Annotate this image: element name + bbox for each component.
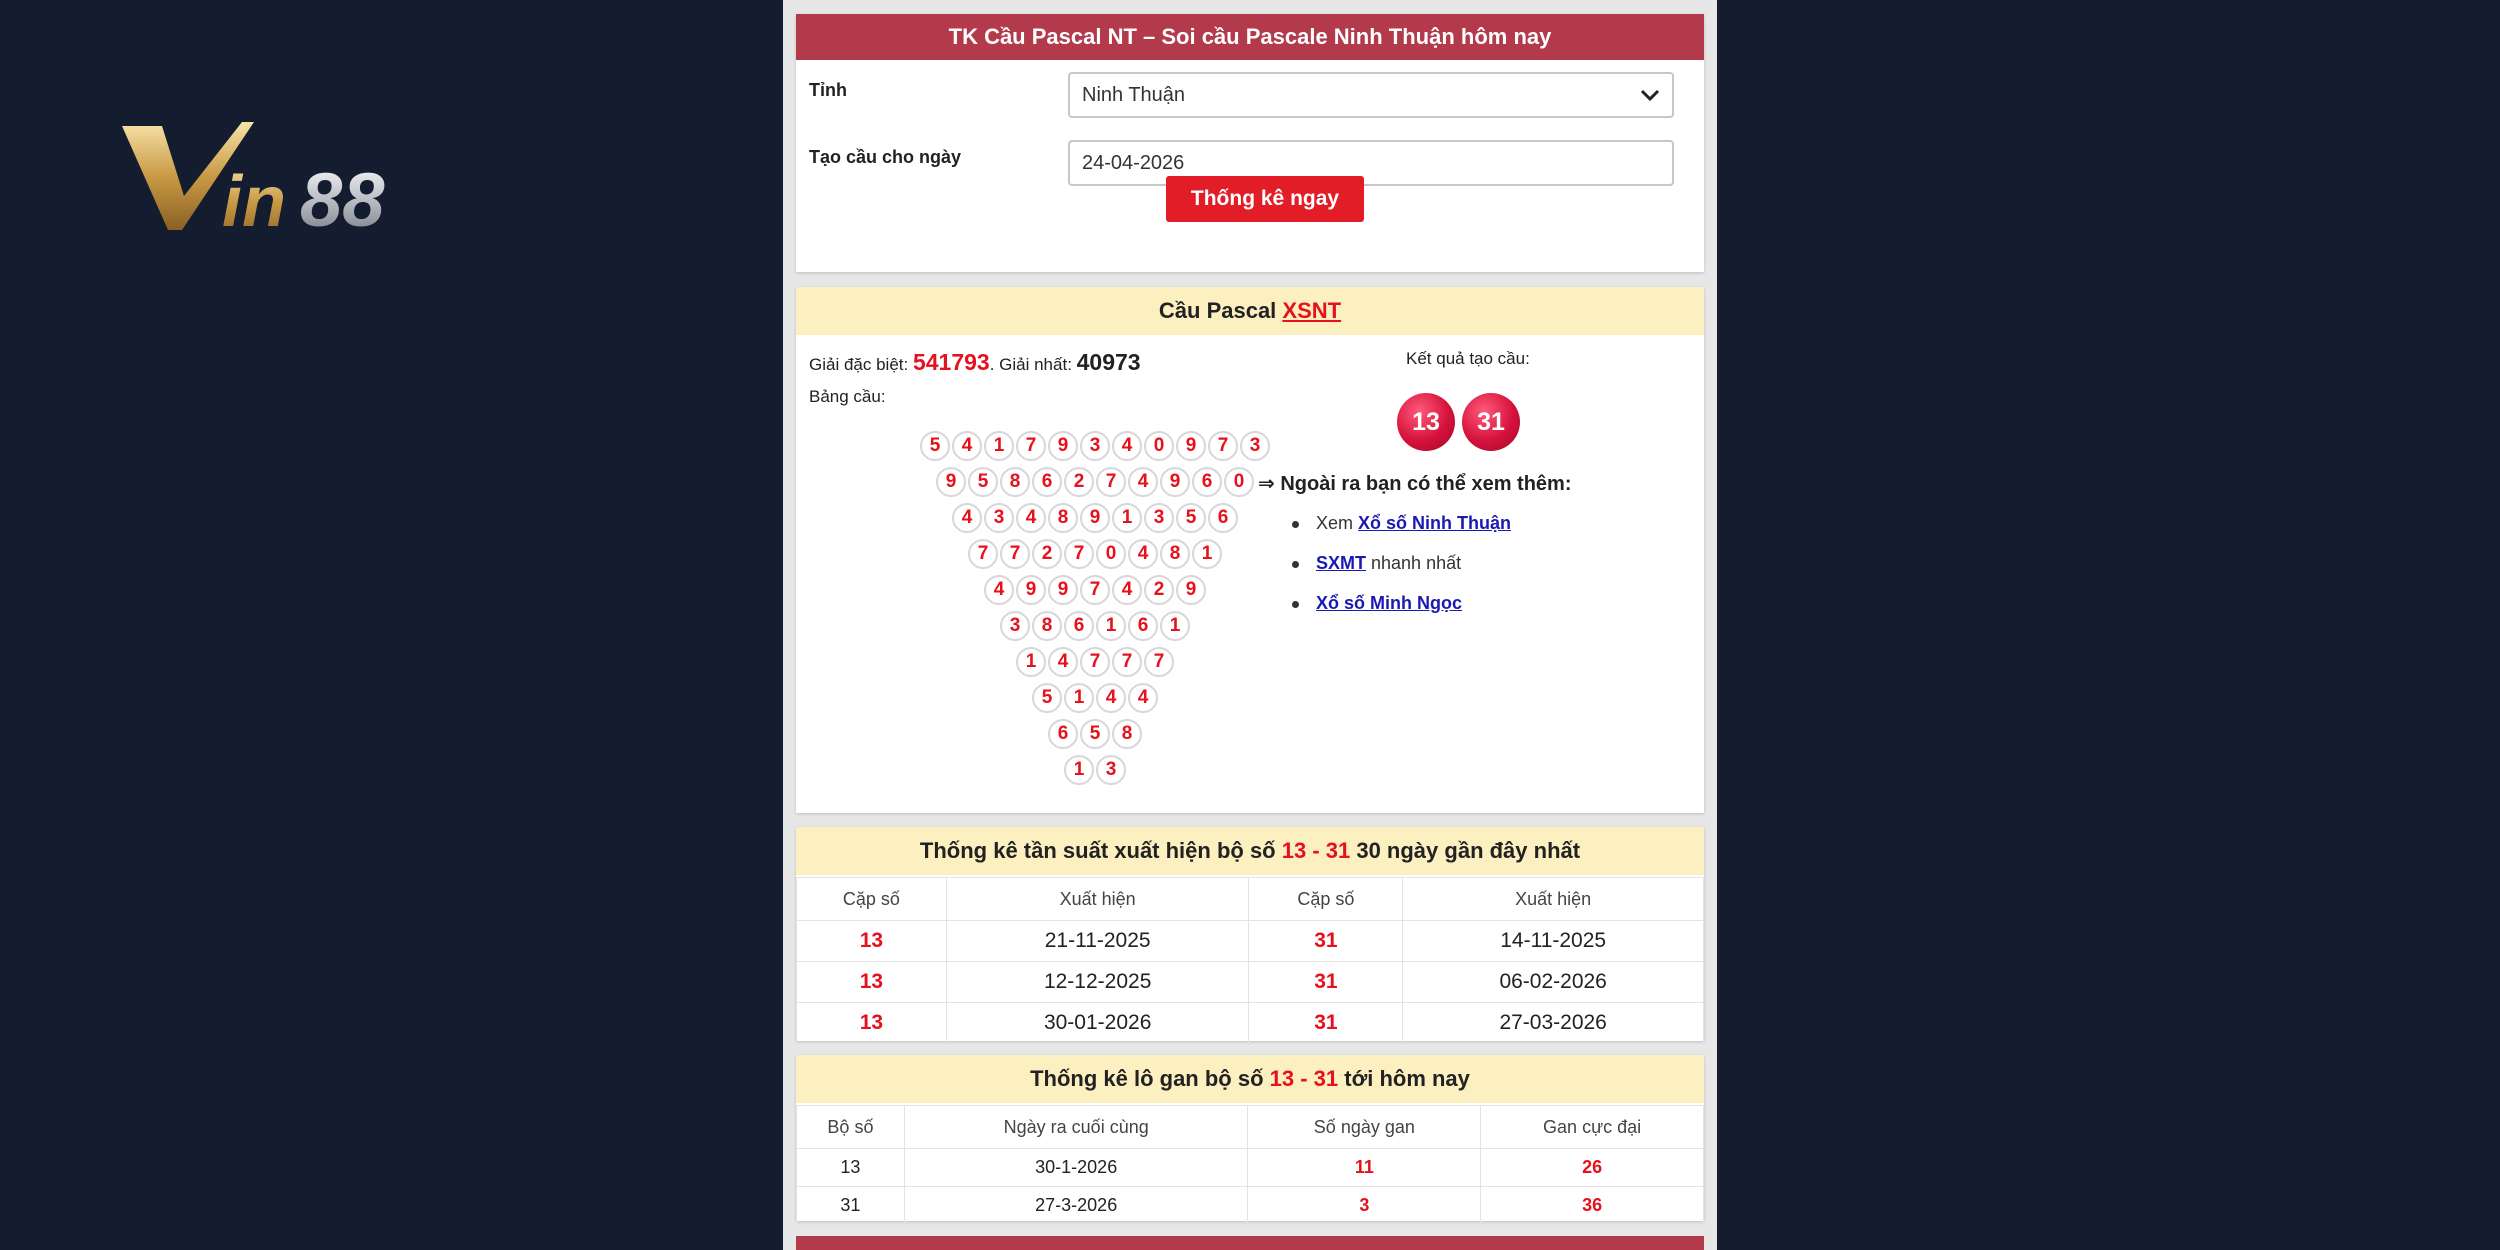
special-prize-value: 541793 — [912, 349, 990, 375]
triangle-row — [1032, 683, 1160, 713]
triangle-row — [1048, 719, 1144, 749]
triangle-ball: 8 — [1112, 719, 1142, 749]
svg-text:in: in — [222, 162, 286, 238]
link-prefix: Xem — [1316, 513, 1359, 533]
triangle-ball: 5 — [1176, 503, 1206, 533]
table-header-row — [797, 1106, 1704, 1149]
table-cell: 26 — [1481, 1149, 1704, 1187]
triangle-row — [968, 539, 1224, 569]
triangle-ball: 3 — [1240, 431, 1270, 461]
triangle-ball: 9 — [936, 467, 966, 497]
xsnt-link[interactable]: XSNT — [1282, 298, 1342, 323]
main-content — [783, 0, 1717, 1250]
triangle-ball: 1 — [1016, 647, 1046, 677]
triangle-ball: 4 — [1128, 539, 1158, 569]
triangle-ball: 3 — [1000, 611, 1030, 641]
special-prize-label: Giải đặc biệt: — [809, 355, 913, 374]
chevron-down-icon — [1638, 83, 1662, 107]
triangle-ball: 6 — [1064, 611, 1094, 641]
triangle-ball: 8 — [1160, 539, 1190, 569]
table-cell: 31 — [1249, 921, 1403, 962]
link-suffix: nhanh nhất — [1366, 553, 1462, 573]
next-section-header — [796, 1236, 1704, 1250]
date-label: Tạo cầu cho ngày — [809, 147, 962, 167]
submit-button[interactable]: Thống kê ngay — [1166, 176, 1364, 222]
triangle-ball: 1 — [1096, 611, 1126, 641]
table-cell: 11 — [1248, 1149, 1481, 1187]
vin88-logo-graphic — [122, 118, 482, 238]
triangle-row — [952, 503, 1240, 533]
table-cell: 31 — [1249, 1003, 1403, 1044]
gan-title-pair: 13 - 31 — [1269, 1066, 1339, 1091]
table-cell: 13 — [797, 921, 947, 962]
column-header: Xuất hiện — [1403, 878, 1704, 921]
table-cell: 06-02-2026 — [1403, 962, 1704, 1003]
triangle-ball: 9 — [1176, 431, 1206, 461]
triangle-ball: 9 — [1048, 575, 1078, 605]
frequency-title-prefix: Thống kê tần suất xuất hiện bộ số — [919, 838, 1282, 863]
triangle-ball: 7 — [1112, 647, 1142, 677]
triangle-ball: 7 — [1080, 575, 1110, 605]
triangle-ball: 4 — [1112, 575, 1142, 605]
table-cell: 21-11-2025 — [946, 921, 1249, 962]
search-form-card — [796, 14, 1704, 272]
triangle-ball: 9 — [1176, 575, 1206, 605]
sxmt-link[interactable]: SXMT — [1316, 553, 1367, 573]
triangle-ball: 6 — [1128, 611, 1158, 641]
column-header: Xuất hiện — [946, 878, 1249, 921]
table-cell: 31 — [1249, 962, 1403, 1003]
triangle-row — [936, 467, 1256, 497]
table-row — [797, 1003, 1704, 1044]
triangle-ball: 4 — [1112, 431, 1142, 461]
triangle-ball: 1 — [1112, 503, 1142, 533]
frequency-title — [796, 827, 1704, 875]
triangle-ball: 8 — [1032, 611, 1062, 641]
first-prize-value: 40973 — [1076, 349, 1141, 375]
triangle-ball: 4 — [1048, 647, 1078, 677]
triangle-ball: 2 — [1144, 575, 1174, 605]
triangle-ball: 4 — [984, 575, 1014, 605]
triangle-ball: 6 — [1208, 503, 1238, 533]
table-cell: 3 — [1248, 1187, 1481, 1225]
triangle-ball: 3 — [1144, 503, 1174, 533]
list-item — [1288, 553, 1511, 593]
triangle-row — [984, 575, 1208, 605]
form-title: TK Cầu Pascal NT – Soi cầu Pascale Ninh Thuận hôm nay — [796, 14, 1704, 60]
table-cell: 36 — [1481, 1187, 1704, 1225]
triangle-ball: 4 — [1016, 503, 1046, 533]
triangle-ball: 7 — [1096, 467, 1126, 497]
gan-title — [796, 1055, 1704, 1103]
pascal-title-text: Cầu Pascal — [1158, 298, 1283, 323]
table-row — [797, 921, 1704, 962]
triangle-ball: 7 — [1080, 647, 1110, 677]
province-label: Tỉnh — [809, 80, 847, 100]
frequency-title-pair: 13 - 31 — [1281, 838, 1351, 863]
triangle-row — [1000, 611, 1192, 641]
table-cell: 27-3-2026 — [904, 1187, 1248, 1225]
gan-title-suffix: tới hôm nay — [1338, 1066, 1470, 1091]
triangle-ball: 1 — [1064, 683, 1094, 713]
table-row — [797, 1187, 1704, 1225]
column-header: Ngày ra cuối cùng — [904, 1106, 1248, 1149]
table-header-row — [797, 878, 1704, 921]
column-header: Số ngày gan — [1248, 1106, 1481, 1149]
table-row — [797, 962, 1704, 1003]
result-ball-1: 13 — [1397, 393, 1455, 451]
triangle-ball: 4 — [1128, 683, 1158, 713]
triangle-row — [1016, 647, 1176, 677]
pascal-title — [796, 287, 1704, 335]
result-ball-2: 31 — [1462, 393, 1520, 451]
date-input[interactable] — [1068, 140, 1674, 186]
more-links-list — [1288, 513, 1511, 633]
triangle-ball: 6 — [1048, 719, 1078, 749]
triangle-ball: 3 — [1080, 431, 1110, 461]
gan-title-prefix: Thống kê lô gan bộ số — [1030, 1066, 1270, 1091]
frequency-card — [796, 827, 1704, 1041]
more-title: ⇒ Ngoài ra bạn có thể xem thêm: — [1258, 473, 1572, 495]
pascal-card — [796, 287, 1704, 813]
triangle-ball: 5 — [1080, 719, 1110, 749]
triangle-row — [920, 431, 1272, 461]
triangle-ball: 9 — [1048, 431, 1078, 461]
province-select-value: Ninh Thuận — [1082, 84, 1186, 106]
column-header: Cặp số — [797, 878, 947, 921]
triangle-row — [1064, 755, 1128, 785]
triangle-ball: 4 — [1096, 683, 1126, 713]
triangle-ball: 1 — [1160, 611, 1190, 641]
triangle-ball: 7 — [1000, 539, 1030, 569]
table-cell: 30-01-2026 — [946, 1003, 1249, 1044]
table-cell: 30-1-2026 — [904, 1149, 1248, 1187]
triangle-ball: 1 — [1064, 755, 1094, 785]
table-cell: 13 — [797, 1003, 947, 1044]
triangle-ball: 2 — [1032, 539, 1062, 569]
triangle-ball: 8 — [1048, 503, 1078, 533]
triangle-ball: 6 — [1032, 467, 1062, 497]
triangle-ball: 6 — [1192, 467, 1222, 497]
triangle-ball: 7 — [1064, 539, 1094, 569]
triangle-ball: 7 — [1144, 647, 1174, 677]
triangle-ball: 0 — [1224, 467, 1254, 497]
frequency-title-suffix: 30 ngày gần đây nhất — [1350, 838, 1581, 863]
triangle-ball: 5 — [920, 431, 950, 461]
table-cell: 12-12-2025 — [946, 962, 1249, 1003]
xo-so-ninh-thuan-link[interactable]: Xổ số Ninh Thuận — [1358, 513, 1512, 533]
triangle-ball: 8 — [1000, 467, 1030, 497]
table-cell: 13 — [797, 1149, 905, 1187]
triangle-ball: 2 — [1064, 467, 1094, 497]
result-label: Kết quả tạo cầu: — [1406, 349, 1530, 368]
triangle-ball: 5 — [1032, 683, 1062, 713]
list-item — [1288, 513, 1511, 553]
column-header: Gan cực đại — [1481, 1106, 1704, 1149]
triangle-ball: 9 — [1016, 575, 1046, 605]
xo-so-minh-ngoc-link[interactable]: Xổ số Minh Ngọc — [1316, 593, 1462, 613]
triangle-ball: 3 — [984, 503, 1014, 533]
triangle-ball: 1 — [984, 431, 1014, 461]
table-cell: 31 — [797, 1187, 905, 1225]
triangle-ball: 7 — [1208, 431, 1238, 461]
triangle-ball: 7 — [968, 539, 998, 569]
province-select[interactable] — [1068, 72, 1674, 118]
table-cell: 14-11-2025 — [1403, 921, 1704, 962]
column-header: Bộ số — [797, 1106, 905, 1149]
table-cell: 27-03-2026 — [1403, 1003, 1704, 1044]
frequency-table — [796, 877, 1704, 1044]
triangle-ball: 0 — [1144, 431, 1174, 461]
table-cell: 13 — [797, 962, 947, 1003]
table-label: Bảng cầu: — [809, 387, 886, 406]
triangle-ball: 0 — [1096, 539, 1126, 569]
triangle-ball: 9 — [1080, 503, 1110, 533]
prize-line — [809, 349, 1141, 376]
vin88-logo — [122, 118, 482, 238]
gan-card — [796, 1055, 1704, 1221]
column-header: Cặp số — [1249, 878, 1403, 921]
triangle-ball: 4 — [952, 503, 982, 533]
triangle-ball: 4 — [1128, 467, 1158, 497]
date-input-value: 24-04-2026 — [1082, 152, 1185, 174]
svg-text:88: 88 — [300, 158, 385, 238]
triangle-ball: 3 — [1096, 755, 1126, 785]
gan-table — [796, 1105, 1704, 1225]
triangle-ball: 1 — [1192, 539, 1222, 569]
triangle-ball: 9 — [1160, 467, 1190, 497]
table-row — [797, 1149, 1704, 1187]
triangle-ball: 5 — [968, 467, 998, 497]
list-item — [1288, 593, 1511, 633]
first-prize-label: . Giải nhất: — [989, 355, 1077, 374]
triangle-ball: 7 — [1016, 431, 1046, 461]
triangle-ball: 4 — [952, 431, 982, 461]
